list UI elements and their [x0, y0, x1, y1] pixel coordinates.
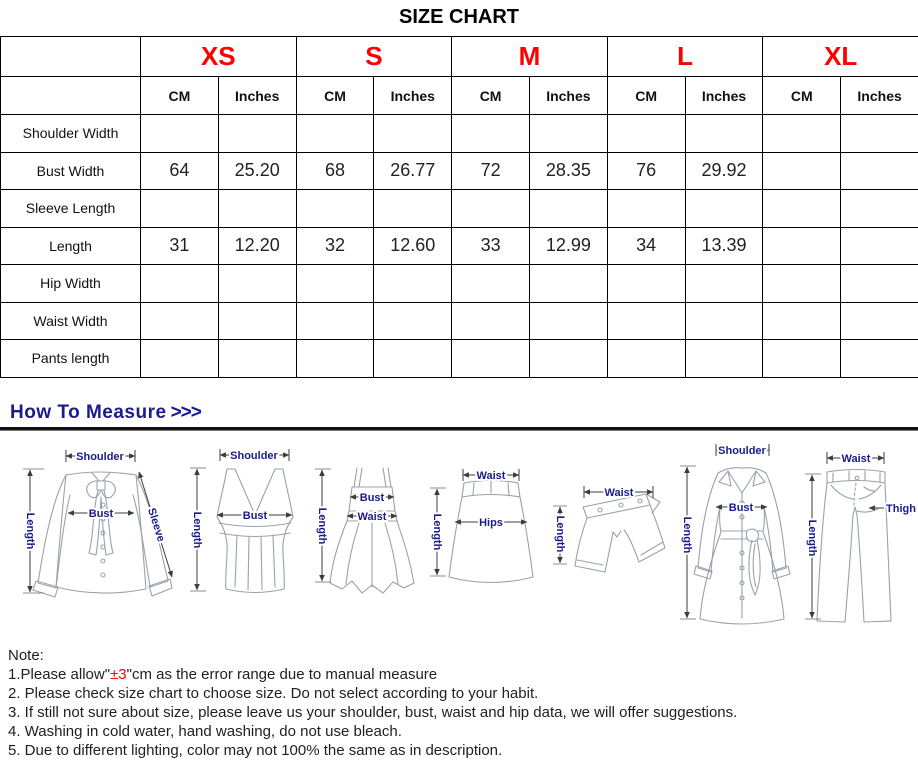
unit-header-inches: Inches — [685, 77, 763, 115]
cell — [374, 190, 452, 228]
cell — [841, 302, 918, 340]
cell — [841, 190, 918, 228]
cell — [607, 190, 685, 228]
coat-figure — [680, 444, 790, 624]
measurement-label-length: Length — [681, 516, 693, 553]
cell: 32 — [296, 227, 374, 265]
unit-header-cm: CM — [452, 77, 530, 115]
measurement-label-shoulder: Shoulder — [230, 450, 278, 462]
cell: 64 — [141, 152, 219, 190]
tank-top-figure — [190, 449, 293, 593]
cell: 12.20 — [218, 227, 296, 265]
corner-cell — [1, 37, 141, 77]
table-row — [1, 302, 918, 340]
cell — [763, 115, 841, 153]
cell — [529, 340, 607, 378]
measurement-label-shoulder: Shoulder — [76, 451, 124, 463]
unit-header-cm: CM — [296, 77, 374, 115]
table-row — [1, 190, 918, 228]
row-label: Hip Width — [1, 265, 141, 303]
cell — [218, 115, 296, 153]
note-line-3: 3. If still not sure about size, please leave us your shoulder, bust, waist and hip data, we will offer suggestions. — [8, 703, 918, 722]
cell — [374, 115, 452, 153]
row-label: Pants length — [1, 340, 141, 378]
measurement-label-bust: Bust — [89, 508, 114, 520]
cell — [141, 265, 219, 303]
cell: 34 — [607, 227, 685, 265]
note-line-2: 2. Please check size chart to choose size. Do not select according to your habit. — [8, 684, 918, 703]
note-1-suffix: "cm as the error range due to manual measure — [127, 666, 437, 683]
cell — [763, 190, 841, 228]
measurement-label-hips: Hips — [479, 517, 503, 529]
cell — [685, 190, 763, 228]
measurement-label-length: Length — [191, 511, 203, 548]
cell: 76 — [607, 152, 685, 190]
cell — [607, 340, 685, 378]
cell — [529, 190, 607, 228]
measurement-label-bust: Bust — [729, 502, 754, 514]
cell — [685, 340, 763, 378]
measurement-label-length: Length — [554, 515, 566, 552]
page-title: SIZE CHART — [0, 0, 918, 36]
cell — [763, 265, 841, 303]
note-line-5: 5. Due to different lighting, color may not 100% the same as in description. — [8, 741, 918, 760]
table-row — [1, 227, 918, 265]
dress-figure — [315, 468, 414, 593]
cell: 72 — [452, 152, 530, 190]
cell: 13.39 — [685, 227, 763, 265]
cell — [141, 302, 219, 340]
cell — [452, 190, 530, 228]
cell — [529, 302, 607, 340]
measurement-figures — [0, 435, 918, 640]
unit-header-cm: CM — [607, 77, 685, 115]
unit-header-inches: Inches — [529, 77, 607, 115]
measurement-label-bust: Bust — [243, 510, 268, 522]
size-header-xs: XS — [141, 37, 297, 77]
row-label: Sleeve Length — [1, 190, 141, 228]
cell — [529, 265, 607, 303]
cell — [374, 340, 452, 378]
cell — [452, 340, 530, 378]
size-header-l: L — [607, 37, 763, 77]
measurement-label-waist: Waist — [477, 470, 506, 482]
cell — [763, 340, 841, 378]
cell — [452, 265, 530, 303]
measurement-label-waist: Waist — [842, 453, 871, 465]
cell — [841, 152, 918, 190]
row-label: Bust Width — [1, 152, 141, 190]
table-row — [1, 115, 918, 153]
how-to-measure-heading — [10, 402, 918, 425]
cell — [296, 265, 374, 303]
shorts-figure — [553, 486, 665, 572]
table-row — [1, 340, 918, 378]
cell — [841, 115, 918, 153]
cell — [529, 115, 607, 153]
cell — [763, 302, 841, 340]
size-header-m: M — [452, 37, 608, 77]
measurement-label-thigh: Thigh — [886, 503, 916, 515]
cell — [374, 265, 452, 303]
size-header-s: S — [296, 37, 452, 77]
cell: 26.77 — [374, 152, 452, 190]
skirt-figure — [430, 469, 533, 583]
table-row — [1, 152, 918, 190]
cell — [607, 302, 685, 340]
measurement-label-length: Length — [806, 519, 818, 556]
cell: 28.35 — [529, 152, 607, 190]
cell — [218, 190, 296, 228]
unit-header-inches: Inches — [841, 77, 918, 115]
cell — [141, 190, 219, 228]
triple-chevron-icon: >>> — [171, 402, 201, 423]
how-to-measure-label: How To Measure — [10, 402, 167, 423]
cell: 68 — [296, 152, 374, 190]
cell — [218, 265, 296, 303]
table-row — [1, 265, 918, 303]
blouse-figure — [23, 450, 172, 597]
measurement-label-sleeve: Sleeve — [145, 506, 167, 543]
cell — [685, 115, 763, 153]
cell — [452, 302, 530, 340]
cell — [841, 340, 918, 378]
notes-heading: Note: — [8, 646, 918, 665]
cell: 33 — [452, 227, 530, 265]
row-label: Length — [1, 227, 141, 265]
unit-header-inches: Inches — [218, 77, 296, 115]
cell — [607, 115, 685, 153]
measurement-label-waist: Waist — [605, 487, 634, 499]
size-header-row — [1, 37, 918, 77]
cell — [218, 302, 296, 340]
measurement-label-waist: Waist — [358, 511, 387, 523]
note-line-1 — [8, 665, 918, 684]
cell — [607, 265, 685, 303]
cell — [374, 302, 452, 340]
cell — [296, 340, 374, 378]
measurement-label-shoulder: Shoulder — [718, 445, 766, 457]
notes-section — [8, 646, 918, 760]
row-label: Waist Width — [1, 302, 141, 340]
cell — [296, 190, 374, 228]
note-1-prefix: 1.Please allow" — [8, 666, 110, 683]
cell — [218, 340, 296, 378]
size-header-xl: XL — [763, 37, 918, 77]
measurement-label-bust: Bust — [360, 492, 385, 504]
cell — [452, 115, 530, 153]
note-1-tolerance: ±3 — [110, 666, 127, 683]
unit-header-cm: CM — [763, 77, 841, 115]
cell — [763, 152, 841, 190]
cell: 29.92 — [685, 152, 763, 190]
cell: 25.20 — [218, 152, 296, 190]
cell — [141, 115, 219, 153]
cell: 31 — [141, 227, 219, 265]
measurement-label-length: Length — [24, 512, 36, 549]
pants-figure — [805, 452, 916, 622]
cell — [841, 265, 918, 303]
cell — [685, 265, 763, 303]
measurement-label-length: Length — [316, 507, 328, 544]
cell — [141, 340, 219, 378]
measurement-label-length: Length — [431, 513, 443, 550]
cell — [296, 302, 374, 340]
divider-line — [0, 427, 918, 431]
note-line-4: 4. Washing in cold water, hand washing, do not use bleach. — [8, 722, 918, 741]
cell — [841, 227, 918, 265]
cell: 12.99 — [529, 227, 607, 265]
corner-cell — [1, 77, 141, 115]
row-label: Shoulder Width — [1, 115, 141, 153]
cell — [685, 302, 763, 340]
unit-header-cm: CM — [141, 77, 219, 115]
size-table — [0, 36, 918, 378]
cell — [296, 115, 374, 153]
unit-header-row — [1, 77, 918, 115]
cell: 12.60 — [374, 227, 452, 265]
unit-header-inches: Inches — [374, 77, 452, 115]
cell — [763, 227, 841, 265]
